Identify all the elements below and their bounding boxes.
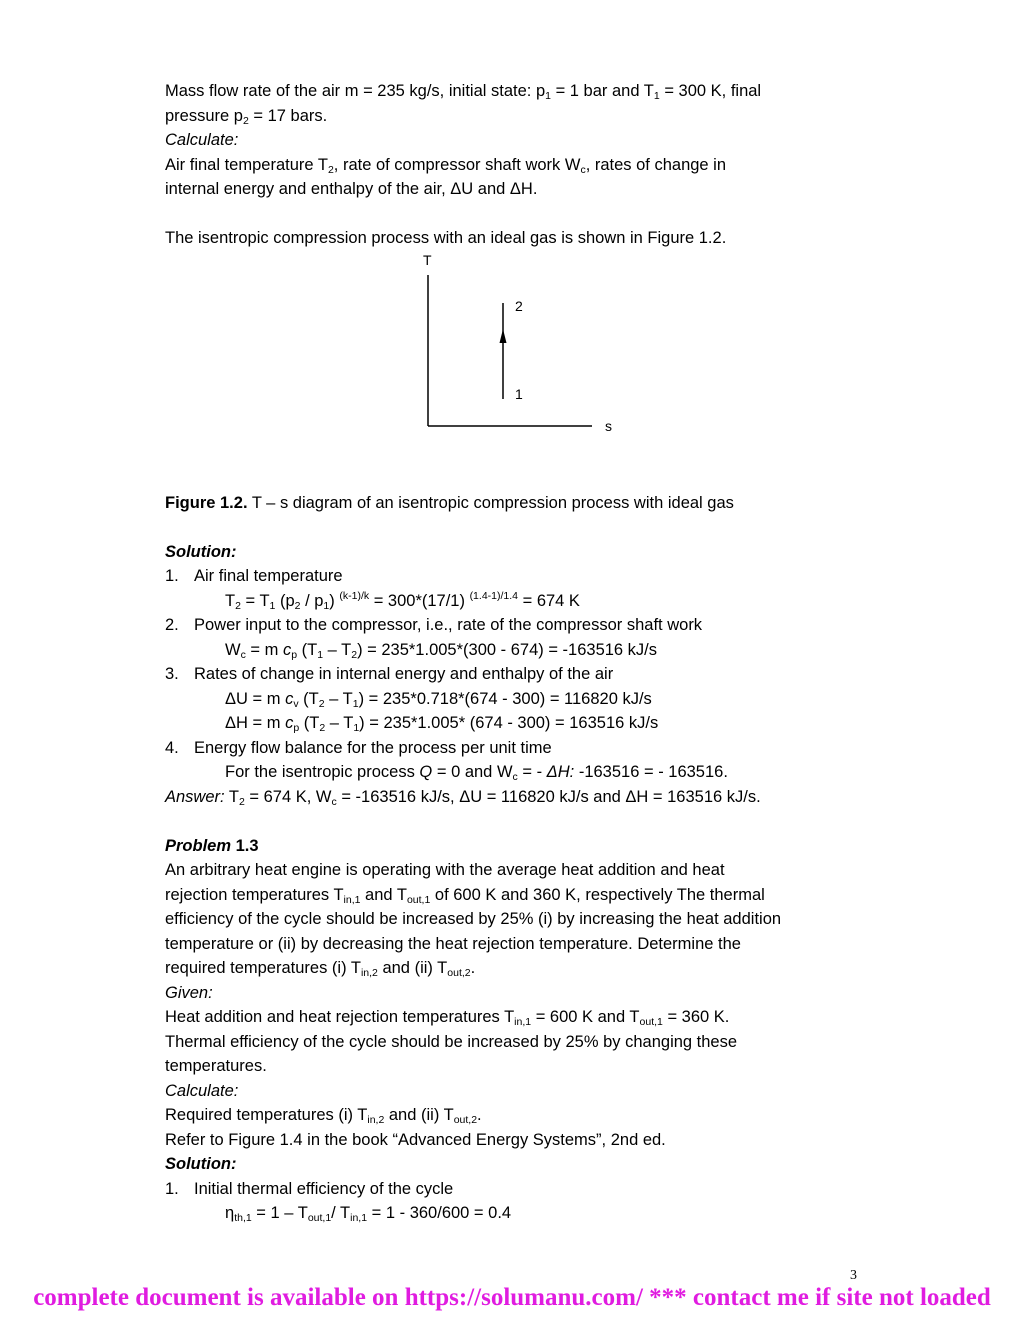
list-item: 4. Energy flow balance for the process per unit time: [165, 738, 552, 757]
answer-line: Answer: $T_2 = 674$ K, $W_c = -163516$ kJ/s, ΔU = 116820 kJ/s and ΔH = 163516 kJ/s.: [165, 787, 761, 808]
solution-heading: Solution:: [165, 542, 237, 561]
intro-line: The isentropic compression process with an ideal gas is shown in Figure 1.2.: [165, 229, 727, 247]
arrow-up-icon: [500, 329, 507, 343]
intro-line: Air final temperature $T_2$, rate of compressor shaft work $W_c$, rates of change in: [165, 155, 727, 176]
given-heading: Given:: [165, 983, 213, 1002]
x-axis-label: s: [605, 417, 612, 434]
page-number: 3: [850, 1268, 857, 1283]
problem-line: required temperatures (i) $T_{in,2}$ and (ii) $T_{out,2}$.: [165, 959, 476, 979]
intro-line: Mass flow rate of the air m = 235 kg/s, initial state: $p_1 = 1$ bar and $T_1 = 300$ K, final: [165, 82, 762, 102]
list-item: 2. Power input to the compressor, i.e., rate of the compressor shaft work: [165, 616, 703, 634]
state-1-label: 1: [515, 385, 523, 402]
calculate-heading: Calculate:: [165, 1081, 239, 1100]
reference-line: Refer to Figure 1.4 in the book “Advanced Energy Systems”, 2nd ed.: [165, 1130, 666, 1149]
problem-heading: Problem 1.3: [165, 836, 259, 855]
calculate-heading: Calculate:: [165, 131, 239, 149]
equation: $W_c = m$ $c_p$ $(T_1 - T_2) = 235*1.005*(300 - 674) = -163516$ kJ/s: [225, 640, 658, 661]
equation: $T_2 = T_1$ $(p_2 / p_1) ^{(k-1)/k} = 300*(17/1) ^{(1.4-1)/1.4} = 674$ K: [225, 589, 580, 612]
equation: $\eta_{th,1} = 1 - T_{out,1}/$ $T_{in,1} = 1 - 360/600 = 0.4$: [225, 1204, 512, 1224]
given-line: temperatures.: [165, 1057, 267, 1075]
equation: ΔU = m $c_v$ $(T_2 - T_1) = 235*0.718*(674 - 300) = 116820$ kJ/s: [225, 689, 652, 710]
equation: For the isentropic process Q = 0 and $W_c$ = - ΔH: -163516 = - 163516.: [225, 763, 728, 783]
calculate-line: Required temperatures (i) $T_{in,2}$ and (ii) $T_{out,2}$.: [165, 1106, 482, 1126]
given-line: Heat addition and heat rejection temperatures $T_{in,1} = 600$ K and $T_{out,1} = 360$ K.: [165, 1008, 730, 1028]
problem-line: temperature or (ii) by decreasing the heat rejection temperature. Determine the: [165, 934, 741, 953]
list-item: 1. Initial thermal efficiency of the cycle: [165, 1179, 454, 1198]
figure-caption: Figure 1.2. T – s diagram of an isentropic compression process with ideal gas: [165, 493, 734, 512]
problem-line: efficiency of the cycle should be increased by 25% (i) by increasing the heat addition: [165, 910, 782, 928]
list-item: 3. Rates of change in internal energy and enthalpy of the air: [165, 665, 614, 683]
problem-line: An arbitrary heat engine is operating with the average heat addition and heat: [165, 861, 725, 879]
intro-line: internal energy and enthalpy of the air, ΔU and ΔH.: [165, 180, 538, 198]
state-2-label: 2: [515, 297, 523, 314]
given-line: Thermal efficiency of the cycle should be increased by 25% by changing these: [165, 1032, 738, 1051]
ts-diagram-figure: [165, 251, 865, 491]
y-axis-label: T: [423, 251, 432, 268]
ts-diagram: [420, 251, 620, 441]
problem-line: rejection temperatures $T_{in,1}$ and $T_{out,1}$ of 600 K and 360 K, respectively The thermal: [165, 885, 765, 906]
equation: ΔH = m $c_p$ $(T_2 - T_1) = 235*1.005*$ (674 - 300) = 163516 kJ/s: [225, 714, 659, 734]
list-item: 1. Air final temperature: [165, 567, 343, 585]
intro-line: pressure $p_2 = 17$ bars.: [165, 106, 328, 127]
solution-heading: Solution:: [165, 1155, 237, 1173]
footer-banner[interactable]: complete document is available on https://solumanu.com/ *** contact me if site not loaded: [33, 1284, 991, 1311]
document-body: [165, 79, 865, 1226]
